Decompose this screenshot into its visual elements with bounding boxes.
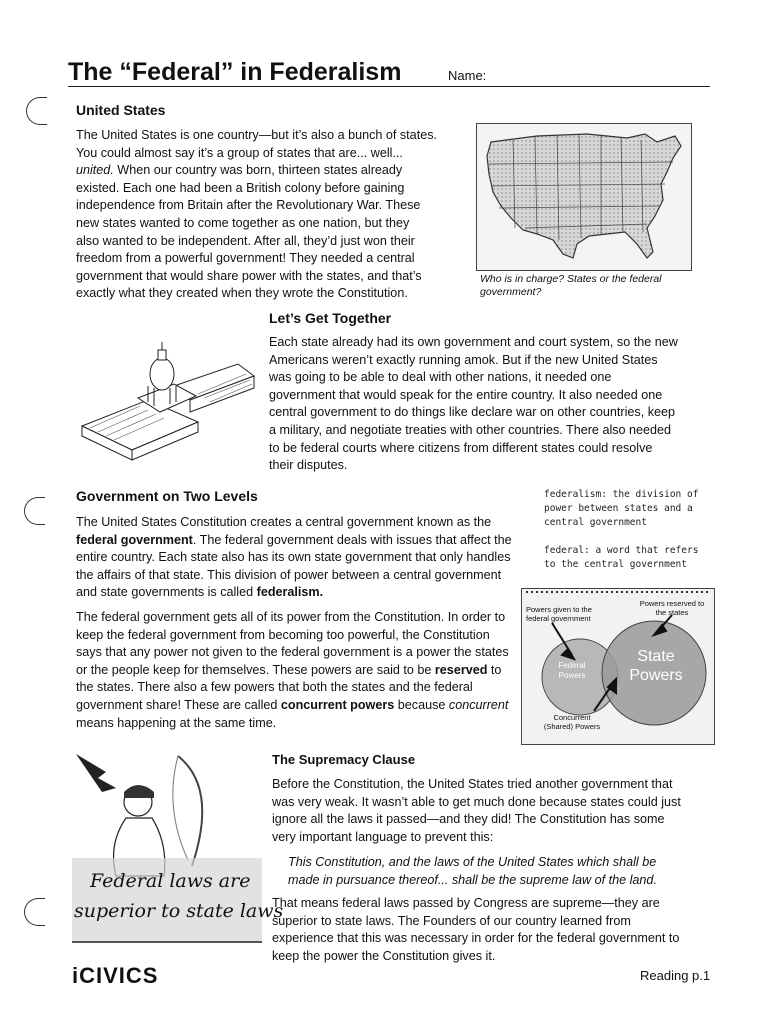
- venn-state-circle-label: State Powers: [629, 648, 683, 684]
- glossary-federal: federal: a word that refers to the central government: [544, 545, 699, 570]
- venn-concurrent-label: Concurrent (Shared) Powers: [543, 713, 601, 731]
- text-line: experience that this was necessary in order for the federal government to: [272, 931, 680, 946]
- text-line: You could almost say it’s a group of states that are... well...: [76, 145, 403, 160]
- text-line: very important language to prevent this:: [272, 829, 494, 844]
- text-line: also wanted to be independent. After all, they’d just won their: [76, 233, 415, 248]
- name-line[interactable]: [68, 86, 710, 87]
- punch-hole-top: [26, 97, 47, 125]
- bold-term: reserved: [434, 662, 488, 677]
- quote-line: This Constitution, and the laws of the United States which shall be: [288, 855, 657, 869]
- banner-line: superior to state laws: [74, 900, 284, 922]
- text-line: ignore all the laws it passed—and they did! The Constitution has some: [272, 812, 665, 827]
- text-line: Americans weren’t exactly running amok. But if the new United States: [269, 352, 658, 367]
- bold-term: federalism.: [256, 585, 324, 600]
- glossary-federalism: federalism: the division of power between states and a central government: [544, 489, 699, 528]
- text-line: The United States is one country—but it’s also a bunch of states.: [76, 128, 437, 142]
- constitution-quote: [288, 853, 708, 889]
- bold-term: concurrent powers: [280, 697, 395, 712]
- two-levels-heading: Government on Two Levels: [76, 488, 258, 504]
- supremacy-paragraph-1: [272, 776, 722, 846]
- italic-term: concurrent: [448, 697, 509, 712]
- banner-text: [74, 866, 284, 926]
- text-line: independence from Britain after the Revolutionary War. These: [76, 198, 421, 213]
- icivics-logo: iCIVICS: [72, 963, 159, 988]
- venn-reserved-label: Powers reserved to the states: [639, 599, 705, 617]
- text-line: Before the Constitution, the United States tried another government that: [272, 777, 673, 791]
- banner-line: Federal laws are: [90, 870, 251, 892]
- capitol-icon: [78, 338, 258, 468]
- two-levels-paragraph-2: The federal government gets all of its power from the Constitution. In order to keep the federal government from becoming too powerful, the Constitution says that any power not given to the federal government is a power the states or the people keep for themselves. These powers are said to be reserved to the states. There also a few powers that both the states and the federal government share! These are called concurrent powers because concurrent means happening at the same time.: [76, 610, 509, 730]
- text-line: new states wanted to come together as one nation, but they: [76, 215, 410, 230]
- map-caption: Who is in charge? States or the federal government?: [480, 273, 662, 298]
- venn-federal-label: Powers given to the federal government: [526, 605, 592, 623]
- supremacy-clause-heading: The Supremacy Clause: [272, 752, 416, 767]
- italic-word: united.: [76, 163, 114, 178]
- federal-laws-banner-illustration: [68, 748, 284, 946]
- text-line: Each state already had its own government and court system, so the new: [269, 335, 678, 349]
- lets-get-together-heading: Let’s Get Together: [269, 310, 392, 326]
- text-line: That means federal laws passed by Congress are supreme—they are: [272, 896, 660, 910]
- text-line: was going to be able to deal with other nations, it needed one: [269, 370, 612, 385]
- text-line: united. When our country was born, thirteen states already: [76, 163, 403, 178]
- powers-venn-diagram: [521, 588, 715, 745]
- us-map-icon: [477, 124, 691, 270]
- us-map-illustration: [476, 123, 692, 271]
- text-line: keep the power the Constitution gives it.: [272, 948, 496, 963]
- capitol-building-illustration: [78, 338, 258, 468]
- page-number: Reading p.1: [640, 968, 711, 983]
- text-line: exactly what they created when they wrote the Constitution.: [76, 286, 408, 301]
- venn-federal-circle-label: Federal Powers: [558, 661, 586, 680]
- supremacy-paragraph-2: [272, 895, 722, 965]
- two-levels-paragraph-1: The United States Constitution creates a central government known as the federal government. The federal government deals with issues that affect the entire country. Each state also has its own state government that only handles the affairs of that state. This division of power between a central government and state governments is called federalism.: [76, 515, 512, 600]
- bold-term: federal government: [76, 532, 193, 547]
- united-states-heading: United States: [76, 102, 166, 118]
- text-line: freedom from a powerful government! They needed a central: [76, 251, 415, 266]
- lets-get-together-paragraph: [269, 334, 719, 475]
- text-line: was very weak. It wasn’t able to get much done because states could just: [272, 794, 681, 809]
- text-line: central government to do things like declare war on other countries, keep: [269, 405, 676, 420]
- name-label: Name:: [448, 68, 487, 83]
- united-states-paragraph: [76, 127, 471, 303]
- text-line: their disputes.: [269, 458, 348, 473]
- text-line: existed. Each one had been a British colony before gaining: [76, 180, 405, 195]
- text-line: government that would share power with the states, and that’s: [76, 268, 422, 283]
- page-title: The “Federal” in Federalism: [68, 58, 402, 86]
- text-line: a military, and negotiate treaties with other countries. There also needed: [269, 422, 672, 437]
- text-line: government that would speak for the entire country. It also needed one: [269, 387, 663, 402]
- punch-hole-bottom: [24, 898, 45, 926]
- punch-hole-middle: [24, 497, 45, 525]
- text-line: superior to state laws. The Founders of our country learned from: [272, 913, 631, 928]
- text-line: to be federal courts where citizens from different states could resolve: [269, 440, 653, 455]
- quote-line: made in pursuance thereof... shall be the supreme law of the land.: [288, 873, 657, 887]
